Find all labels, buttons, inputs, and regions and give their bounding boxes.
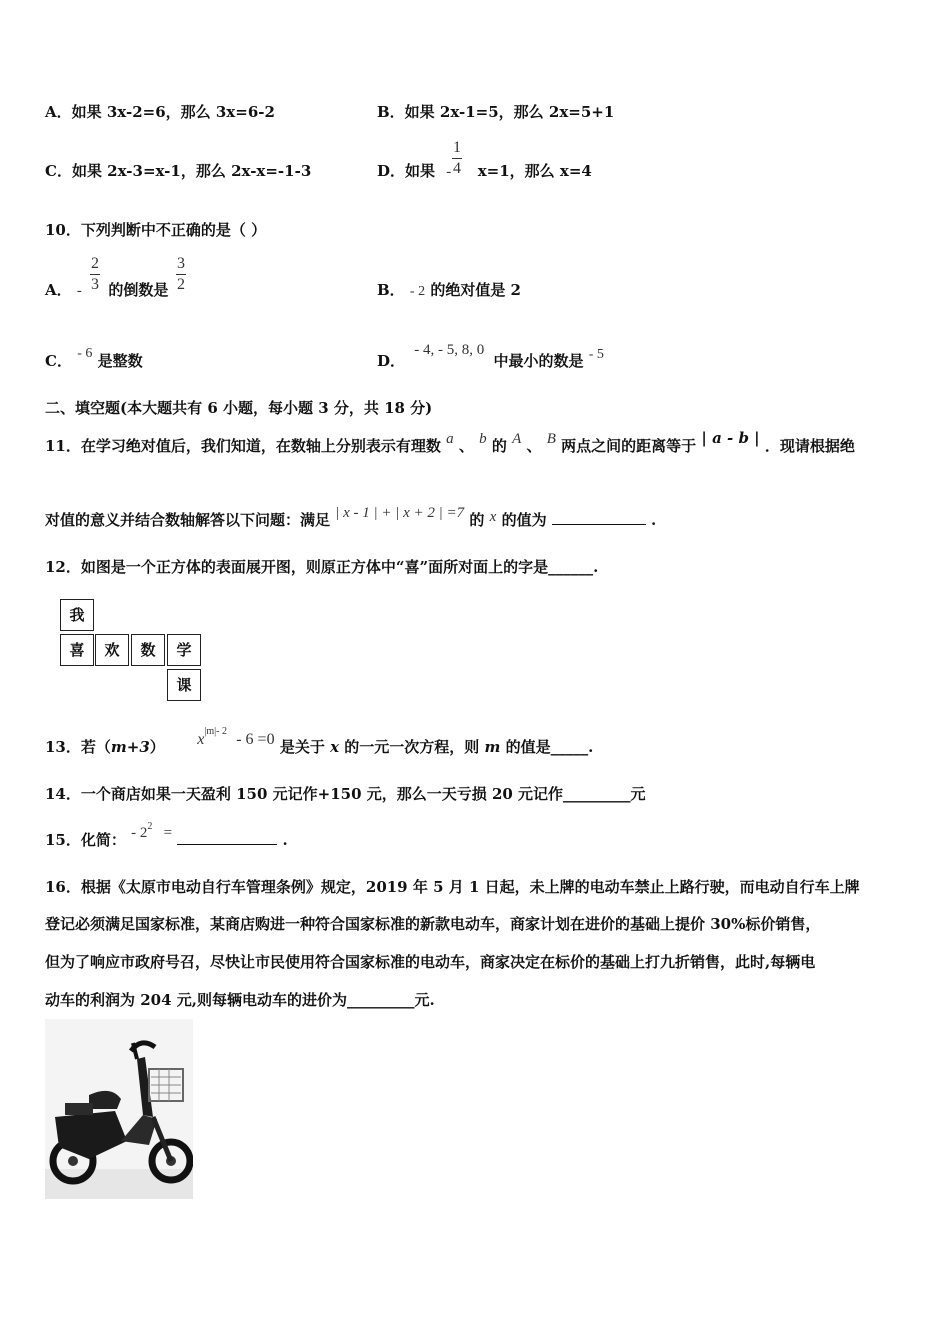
q11-text-3: 两点之间的距离等于	[561, 437, 697, 455]
q13-text-5: 的值是_____.	[505, 738, 594, 756]
q11-text-2: 的	[491, 437, 507, 455]
q15-math-equals: =	[163, 825, 173, 841]
q10-option-d	[377, 342, 604, 373]
cube-net-cell: 数	[131, 634, 165, 666]
q13-base-x: x	[197, 731, 205, 748]
q10-c-math: - 6	[77, 346, 93, 361]
cube-net-cell: 喜	[60, 634, 94, 666]
q11-sep-1: 、	[458, 437, 474, 455]
section-2-title: 二、填空题(本大题共有 6 小题，每小题 3 分，共 18 分)	[45, 399, 433, 417]
q15-math-base: - 2	[131, 825, 148, 841]
cube-net-cell: 我	[60, 599, 94, 631]
q9-option-d-suffix: x=1，那么 x=4	[477, 162, 592, 180]
electric-bike-drawing	[45, 1019, 193, 1199]
q15-math-exponent: 2	[147, 821, 153, 832]
cube-net-cell: 欢	[95, 634, 129, 666]
q11-line-2-text: 对值的意义并结合数轴解答以下问题：满足	[45, 511, 331, 529]
q15-answer-blank[interactable]	[177, 830, 277, 845]
q11-distance-expr: | a - b |	[701, 429, 760, 447]
q13-exponent: |m|- 2	[204, 726, 227, 737]
q9-option-d-minus: -	[446, 164, 452, 180]
q13-text-4: 的一元一次方程，则	[344, 738, 480, 756]
q11-line-1	[45, 429, 855, 457]
q11-sep-2: 、	[526, 437, 542, 455]
q13-text-2: ）	[149, 738, 165, 756]
q16-line-4: 动车的利润为 204 元,则每辆电动车的进价为_________元.	[45, 991, 435, 1009]
q11-point-a: A	[512, 431, 522, 447]
q11-line-2-end: .	[651, 511, 657, 529]
q10-option-c	[45, 346, 143, 373]
q10-stem: 10．下列判断中不正确的是（ ）	[45, 221, 267, 239]
q13-line	[45, 726, 594, 760]
q13-text-3: 是关于	[279, 738, 325, 756]
q10-a-fraction-2	[176, 254, 186, 295]
q13-equation-rest: - 6 =0	[236, 731, 275, 748]
q13-var-m: m	[484, 738, 501, 756]
q10-c-label: C．	[45, 352, 72, 370]
q15-label: 15．化简：	[45, 831, 126, 849]
cube-net-cell: 学	[167, 634, 201, 666]
q16-line-1: 16．根据《太原市电动自行车管理条例》规定，2019 年 5 月 1 日起，未上牌的电动车禁止上路行驶，而电动自行车上牌	[45, 878, 860, 896]
q16-line-3: 但为了响应市政府号召，尽快让市民使用符合国家标准的电动车，商家决定在标价的基础上打九折销售，此时,每辆电	[45, 953, 816, 971]
q11-line-2-text-3: 的值为	[501, 511, 547, 529]
fraction-denominator: 3	[91, 276, 99, 293]
q9-option-d-fraction	[452, 138, 462, 179]
q13-var-x: x	[330, 738, 340, 756]
q9-option-c: C．如果 2x-3=x-1，那么 2x-x=-1-3	[45, 162, 312, 180]
q13-m-plus-3: m+3	[110, 738, 150, 756]
fraction-numerator: 2	[90, 254, 100, 275]
fraction-denominator: 4	[453, 160, 461, 177]
q10-d-math-2: - 5	[588, 347, 604, 362]
q10-b-label: B．	[377, 281, 405, 299]
q10-d-text: 中最小的数是	[493, 352, 584, 370]
q11-equation: | x - 1 | + | x + 2 | =7	[335, 505, 465, 521]
q16-line-2: 登记必须满足国家标准，某商店购进一种符合国家标准的新款电动车，商家计划在进价的基础上提价 30%标价销售，	[45, 915, 821, 933]
q9-option-d	[377, 161, 592, 182]
q10-c-text: 是整数	[97, 352, 143, 370]
q10-d-math: - 4, - 5, 8, 0	[414, 342, 485, 358]
q10-option-b	[377, 280, 521, 302]
q10-b-text: 的绝对值是 2	[430, 281, 521, 299]
q13-text-1: 13．若（	[45, 738, 111, 756]
electric-bike-photo	[45, 1019, 193, 1199]
cube-net-cell: 课	[167, 669, 201, 701]
q11-answer-blank[interactable]	[552, 510, 646, 525]
fraction-numerator: 3	[176, 254, 186, 275]
fraction-numerator: 1	[452, 138, 462, 159]
q11-text-1: 11．在学习绝对值后，我们知道，在数轴上分别表示有理数	[45, 437, 441, 455]
q12-stem: 12．如图是一个正方体的表面展开图，则原正方体中“喜”面所对面上的字是______.	[45, 558, 599, 576]
q10-d-label: D．	[377, 352, 406, 370]
q11-text-4: ．现请根据绝	[764, 437, 855, 455]
fraction-denominator: 2	[177, 276, 185, 293]
q11-var-b: b	[479, 431, 487, 447]
q11-var-a: a	[446, 431, 454, 447]
q9-option-b: B．如果 2x-1=5，那么 2x=5+1	[377, 103, 615, 121]
q10-a-minus: -	[76, 283, 82, 299]
q14-stem: 14．一个商店如果一天盈利 150 元记作+150 元，那么一天亏损 20 元记作_________元	[45, 785, 646, 803]
q15-line	[45, 821, 288, 853]
q11-point-b: B	[546, 431, 556, 447]
q10-a-label: A．	[45, 281, 72, 299]
q11-var-x: x	[489, 509, 497, 525]
q11-line-2	[45, 505, 657, 531]
q9-option-d-prefix: D．如果	[377, 162, 436, 180]
q11-line-2-text-2: 的	[469, 511, 485, 529]
q15-end: .	[282, 831, 288, 849]
q9-option-a: A．如果 3x-2=6，那么 3x=6-2	[45, 103, 275, 121]
q10-b-math: - 2	[409, 284, 426, 299]
q10-option-a	[45, 280, 168, 301]
q10-a-fraction-1	[90, 254, 100, 295]
q10-a-mid: 的倒数是	[108, 281, 169, 299]
